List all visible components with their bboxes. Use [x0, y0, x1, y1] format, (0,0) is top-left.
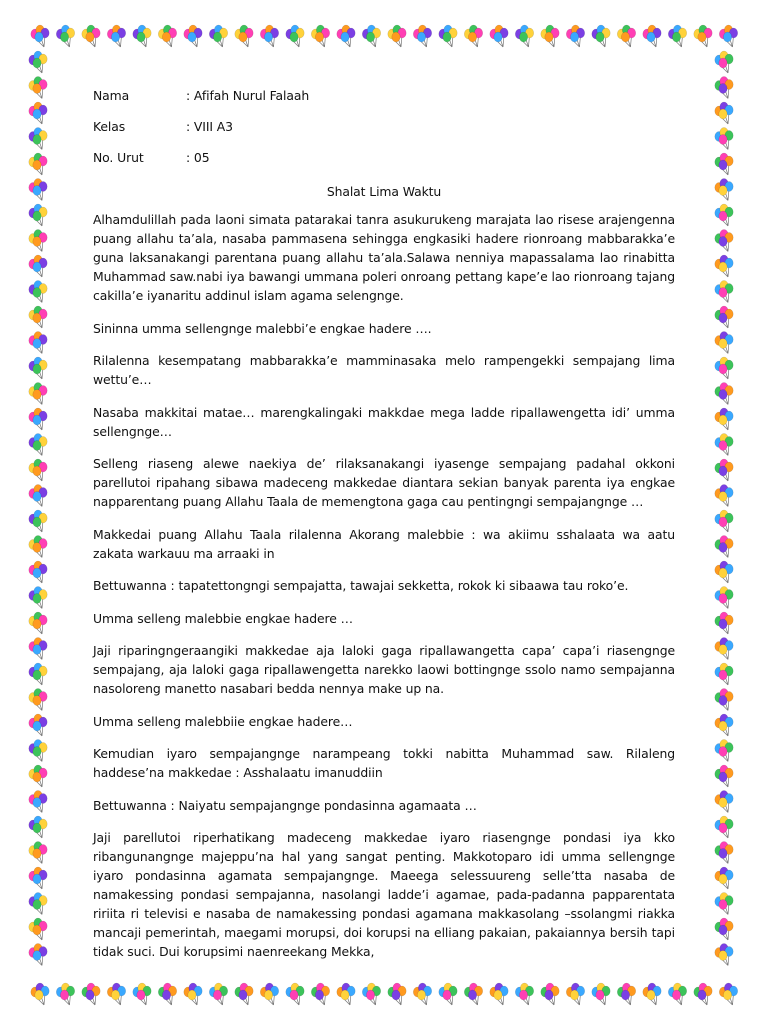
balloon-icon — [235, 983, 253, 1005]
balloon-icon — [29, 944, 47, 966]
balloon-icon — [29, 842, 47, 864]
balloon-icon — [617, 25, 635, 47]
balloon-icon — [362, 983, 380, 1005]
balloon-icon — [592, 983, 610, 1005]
balloon-icon — [29, 867, 47, 889]
balloon-icon — [29, 459, 47, 481]
balloon-icon — [715, 179, 733, 201]
balloon-icon — [715, 357, 733, 379]
balloon-icon — [715, 383, 733, 405]
balloon-icon — [715, 434, 733, 456]
balloon-icon — [388, 25, 406, 47]
balloon-icon — [464, 983, 482, 1005]
paragraph: Selleng riaseng alewe naekiya de’ rilaksanakangi iyasenge sempajang padahal okkoni parellutoi ripahang sibawa madeceng makkedae diantara sekian banyak parenta iya engkae napparentang puang Allahu Taala de memengtona gaga cau pentingngi sempajangnge … — [93, 456, 675, 509]
balloon-icon — [439, 983, 457, 1005]
balloon-icon — [29, 357, 47, 379]
balloon-icon — [715, 816, 733, 838]
nama-label: Nama — [93, 88, 130, 103]
balloon-icon — [715, 510, 733, 532]
balloon-icon — [107, 983, 125, 1005]
balloon-icon — [668, 25, 686, 47]
paragraph: Rilalenna kesempatang mabbarakka’e mamminasaka melo rampengekki sempajang lima wettu’e… — [93, 353, 675, 387]
balloon-icon — [541, 25, 559, 47]
balloon-icon — [643, 983, 661, 1005]
balloon-icon — [715, 561, 733, 583]
balloon-icon — [29, 918, 47, 940]
balloon-icon — [209, 25, 227, 47]
balloon-icon — [715, 306, 733, 328]
balloon-icon — [715, 587, 733, 609]
balloon-icon — [715, 612, 733, 634]
balloon-icon — [715, 255, 733, 277]
balloon-icon — [29, 893, 47, 915]
balloon-icon — [29, 77, 47, 99]
balloon-icon — [29, 587, 47, 609]
balloon-icon — [29, 332, 47, 354]
balloon-icon — [413, 983, 431, 1005]
balloon-icon — [56, 983, 74, 1005]
info-row-kelas — [93, 117, 675, 148]
balloon-icon — [715, 77, 733, 99]
balloon-icon — [31, 983, 49, 1005]
balloon-icon — [694, 25, 712, 47]
kelas-value: : VIII A3 — [186, 119, 233, 134]
balloon-icon — [413, 25, 431, 47]
balloon-icon — [82, 983, 100, 1005]
balloon-icon — [715, 536, 733, 558]
balloon-icon — [209, 983, 227, 1005]
balloon-icon — [235, 25, 253, 47]
paragraph: Kemudian iyaro sempajangnge narampeang tokki nabitta Muhammad saw. Rilaleng haddese’na makkedae : Asshalaatu imanuddiin — [93, 746, 675, 780]
balloon-icon — [29, 306, 47, 328]
balloon-icon — [29, 638, 47, 660]
balloon-icon — [29, 740, 47, 762]
balloon-icon — [29, 153, 47, 175]
balloon-icon — [715, 459, 733, 481]
balloon-icon — [29, 255, 47, 277]
balloon-icon — [56, 25, 74, 47]
balloon-icon — [566, 983, 584, 1005]
paragraph: Bettuwanna : Naiyatu sempajangnge pondasinna agamaata … — [93, 797, 477, 813]
info-row-nama — [93, 86, 675, 117]
paragraph: Jaji parellutoi riperhatikang madeceng makkedae iyaro riasengnge pondasi iya kko ribangunangnge majeppu’na hal yang sangat penting. Makkotoparo idi umma sellengnge iyaro pondasinna agamata sempajangnge. Maeega selessuureng selle’tta nasaba de namakessing pondasi sempajanna, nasolangi ladde’i agamae, pada-padanna papparentata ririita ri televisi e nasaba de namakessing pondasi agamana makkasolang –ssolangmi riakka mancaji pemerintah, maegami morupsi, doi korupsi na elliang pakaian, pakaiannya bersih tapi tidak suci. Dui korupsimi naenreekang Mekka, — [93, 830, 675, 959]
balloon-icon — [617, 983, 635, 1005]
balloon-icon — [388, 983, 406, 1005]
balloon-icon — [715, 918, 733, 940]
balloon-icon — [29, 102, 47, 124]
balloon-icon — [719, 25, 737, 47]
balloon-icon — [286, 983, 304, 1005]
balloon-icon — [29, 689, 47, 711]
balloon-icon — [29, 485, 47, 507]
balloon-icon — [715, 408, 733, 430]
balloon-icon — [715, 51, 733, 73]
balloon-icon — [719, 983, 737, 1005]
balloon-icon — [82, 25, 100, 47]
kelas-label: Kelas — [93, 119, 126, 134]
balloon-icon — [643, 25, 661, 47]
balloon-icon — [715, 791, 733, 813]
balloon-icon — [107, 25, 125, 47]
balloon-icon — [29, 612, 47, 634]
balloon-icon — [715, 714, 733, 736]
balloon-icon — [184, 983, 202, 1005]
balloon-icon — [158, 25, 176, 47]
balloon-icon — [715, 153, 733, 175]
balloon-icon — [29, 179, 47, 201]
balloon-icon — [29, 230, 47, 252]
nama-value: : Afifah Nurul Falaah — [186, 88, 310, 103]
balloon-icon — [715, 867, 733, 889]
balloon-icon — [29, 434, 47, 456]
balloon-icon — [715, 102, 733, 124]
balloon-icon — [29, 51, 47, 73]
paragraph: Jaji riparingngeraangiki makkedae aja laloki gaga ripallawangetta capa’ capa’i riasengnge sempajang, aja laloki gaga ripallawengetta narekko laowi bottingnge ssolo namo sempajanna nasoloreng manetto nasabari bedda nennya make up na. — [93, 643, 675, 696]
balloon-icon — [29, 510, 47, 532]
balloon-icon — [715, 842, 733, 864]
balloon-icon — [515, 25, 533, 47]
info-row-urut — [93, 148, 675, 179]
balloon-icon — [311, 25, 329, 47]
balloon-icon — [133, 25, 151, 47]
balloon-icon — [184, 25, 202, 47]
balloon-icon — [715, 485, 733, 507]
balloon-icon — [439, 25, 457, 47]
balloon-icon — [464, 25, 482, 47]
paragraph: Sininna umma sellengnge malebbi’e engkae hadere …. — [93, 320, 432, 336]
balloon-icon — [29, 281, 47, 303]
balloon-icon — [668, 983, 686, 1005]
balloon-icon — [715, 944, 733, 966]
balloon-icon — [715, 281, 733, 303]
balloon-icon — [29, 765, 47, 787]
balloon-icon — [694, 983, 712, 1005]
balloon-icon — [286, 25, 304, 47]
balloon-icon — [29, 816, 47, 838]
balloon-icon — [29, 791, 47, 813]
balloon-icon — [29, 663, 47, 685]
balloon-icon — [133, 983, 151, 1005]
balloon-icon — [158, 983, 176, 1005]
balloon-icon — [260, 983, 278, 1005]
balloon-icon — [29, 204, 47, 226]
balloon-icon — [490, 983, 508, 1005]
balloon-icon — [715, 765, 733, 787]
paragraph: Umma selleng malebbiie engkae hadere… — [93, 713, 353, 729]
paragraph: Alhamdulillah pada laoni simata patarakai tanra asukurukeng marajata lao risese arajengenna puang allahu ta’ala, nasaba pammasena sehingga engkasiki hadere rionroang mabbarakka’e guna laksanakangi parentana puang allahu ta’ala.Salawa nenniya mapassalama lao rinabitta Muhammad saw.nabi iya bawangi ummana poleri onroang pettang kape’e lao rionroang tajang cakilla’e iyanaritu addinul islam agama selengnge. — [93, 212, 675, 303]
balloon-icon — [31, 25, 49, 47]
paragraph: Nasaba makkitai matae… marengkalingaki makkdae mega ladde ripallawengetta idi’ umma sellengnge… — [93, 404, 675, 439]
balloon-icon — [337, 983, 355, 1005]
document-body — [93, 86, 675, 975]
balloon-icon — [715, 128, 733, 150]
balloon-icon — [29, 561, 47, 583]
urut-value: : 05 — [186, 150, 210, 165]
balloon-icon — [715, 638, 733, 660]
balloon-icon — [29, 383, 47, 405]
balloon-icon — [29, 128, 47, 150]
balloon-icon — [541, 983, 559, 1005]
balloon-icon — [362, 25, 380, 47]
balloon-icon — [566, 25, 584, 47]
paragraph: Makkedai puang Allahu Taala rilalenna Akorang malebbie : wa akiimu sshalaata wa aatu zakata warkauu ma arraaki in — [93, 526, 675, 561]
balloon-icon — [515, 983, 533, 1005]
balloon-icon — [29, 408, 47, 430]
balloon-icon — [715, 689, 733, 711]
balloon-icon — [715, 230, 733, 252]
balloon-icon — [311, 983, 329, 1005]
balloon-icon — [715, 740, 733, 762]
paragraph: Bettuwanna : tapatettongngi sempajatta, tawajai sekketta, rokok ki sibaawa tau roko’e. — [93, 578, 629, 593]
balloon-icon — [592, 25, 610, 47]
balloon-icon — [337, 25, 355, 47]
document-title: Shalat Lima Waktu — [326, 184, 442, 199]
balloon-icon — [490, 25, 508, 47]
balloon-icon — [715, 893, 733, 915]
urut-label: No. Urut — [93, 150, 144, 165]
balloon-icon — [715, 663, 733, 685]
paragraph: Umma selleng malebbie engkae hadere … — [93, 610, 353, 626]
balloon-icon — [29, 714, 47, 736]
balloon-icon — [29, 536, 47, 558]
balloon-icon — [715, 204, 733, 226]
balloon-icon — [715, 332, 733, 354]
balloon-icon — [260, 25, 278, 47]
